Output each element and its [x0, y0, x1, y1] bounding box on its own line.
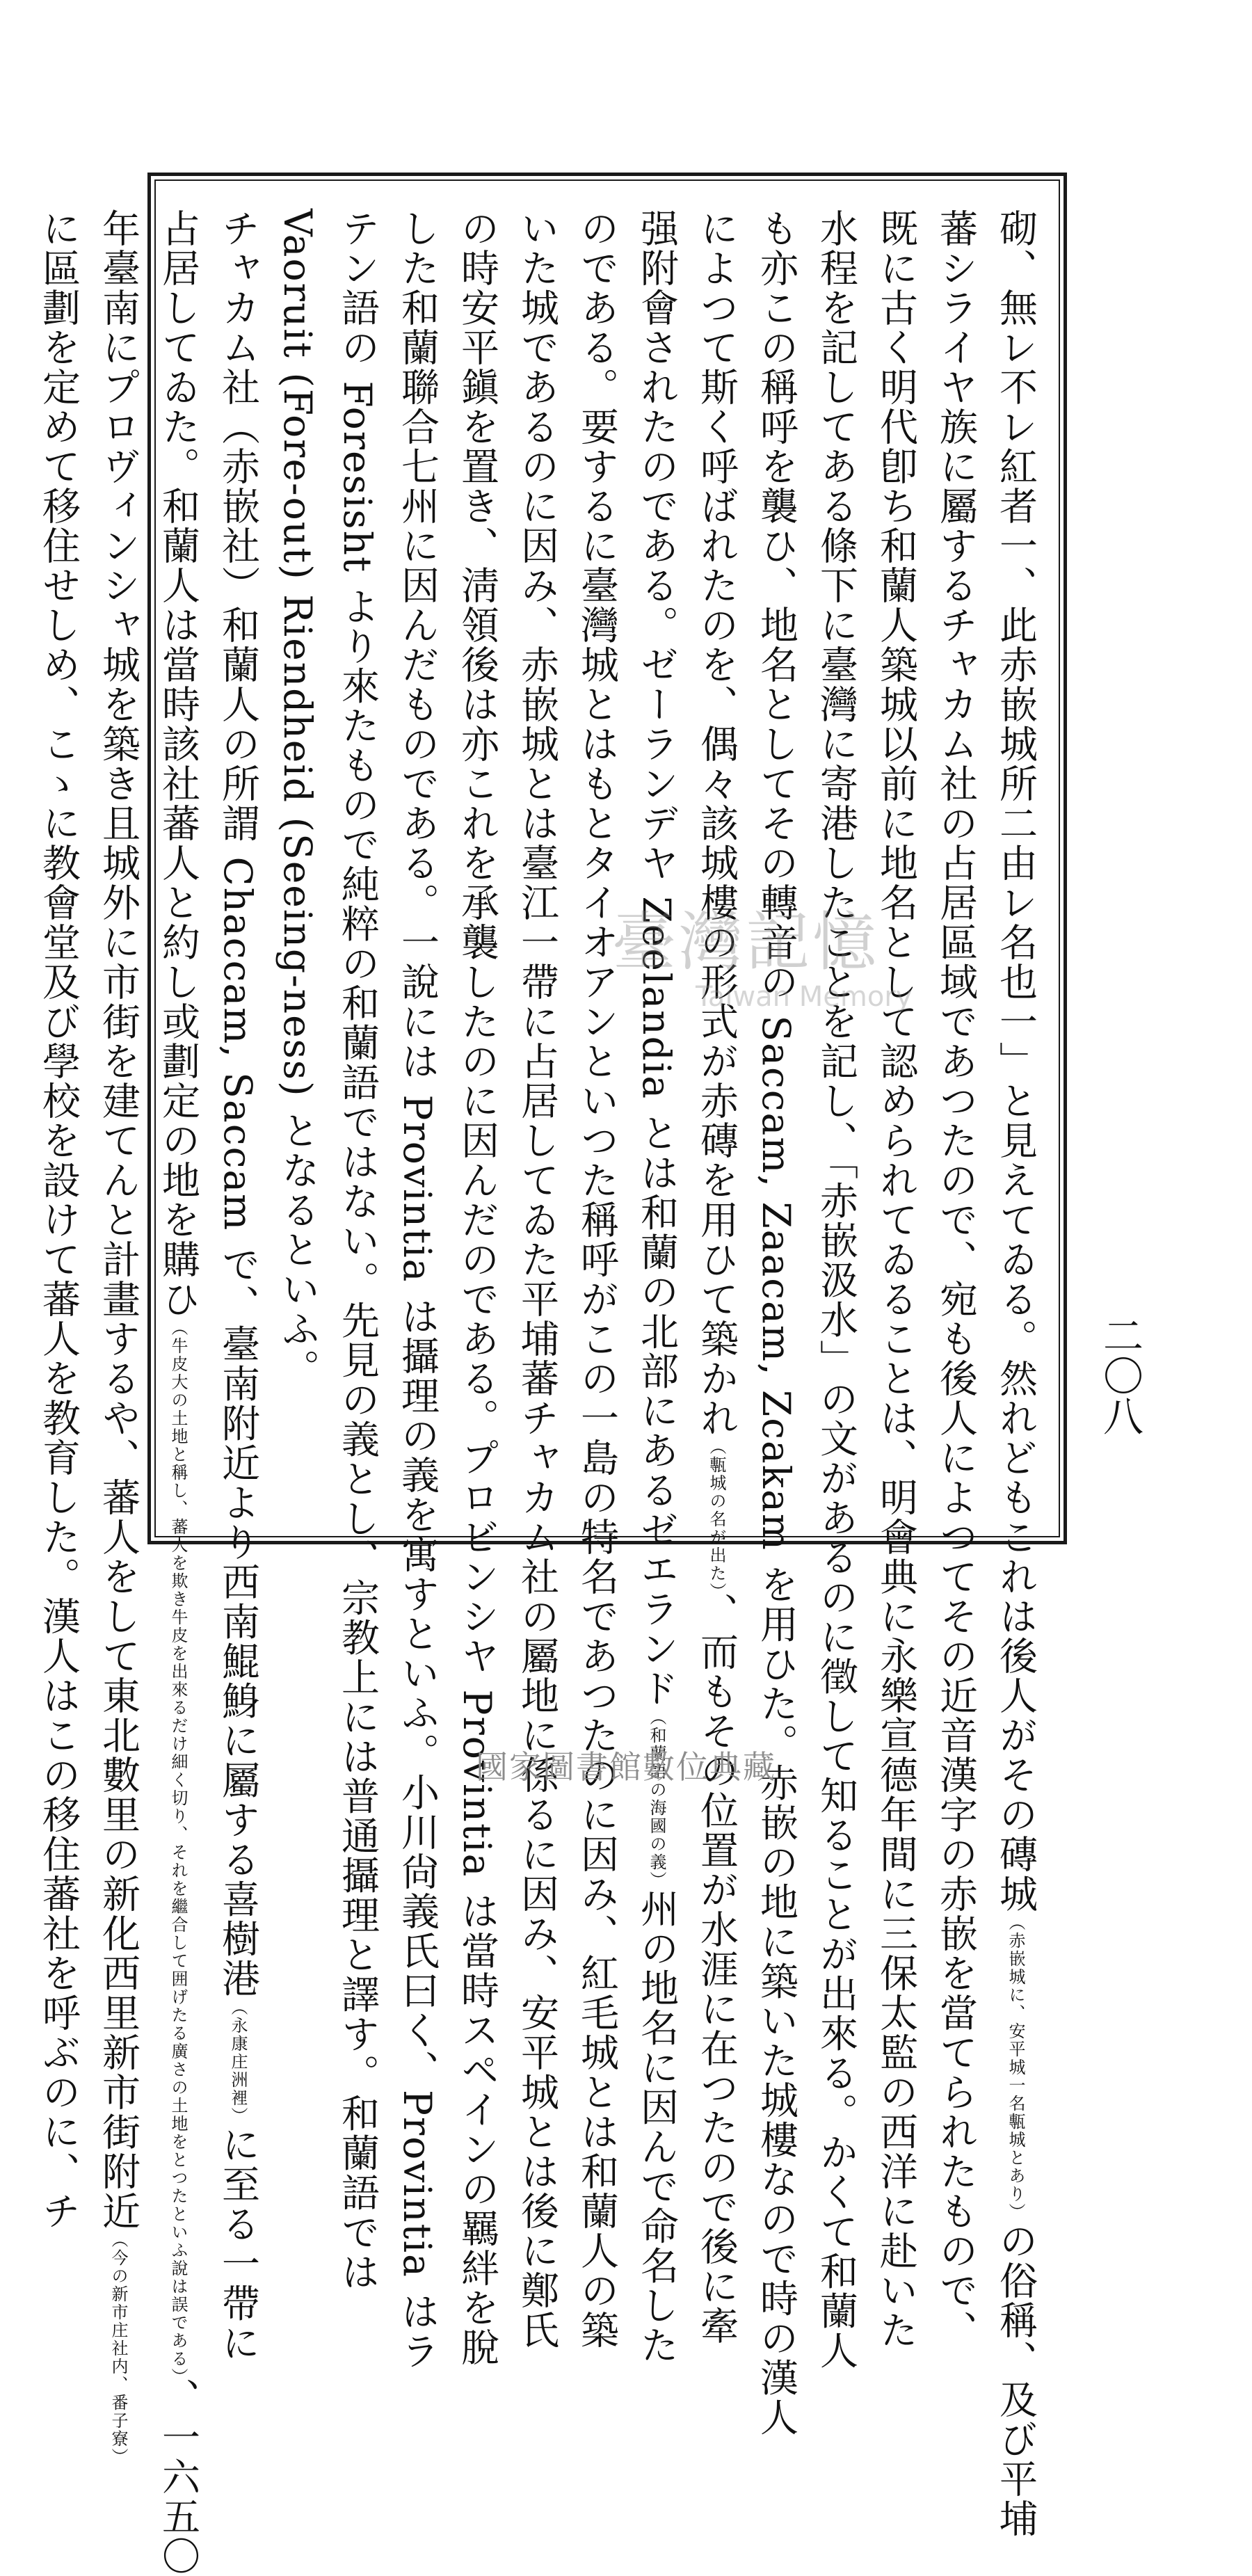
column-text: テン語の Foresisht より來たもので純粹の和蘭語ではない。先見の義とし、宗教上には普通攝理と譯す。和蘭語では: [335, 209, 380, 2292]
column-text-continued: 州の地名に因んで命名した: [634, 1889, 679, 2365]
text-column: [870, 209, 921, 2350]
text-column: [451, 209, 502, 2367]
column-text: も亦この稱呼を襲ひ、地名としてその轉音の Saccam, Zaacam, Zcakam を用ひた。赤嵌の地に築いた城樓なので時の漢人: [754, 209, 798, 2438]
column-text: いた城であるのに因み、赤嵌城とは臺江一帶に占居してゐた平埔蕃チャカム社の屬地に係るに因み、安平城とは後に鄭氏: [515, 209, 559, 2350]
text-column: [272, 209, 323, 1503]
column-text-continued: 、而もその位置が水涯に在つたので後に牽: [694, 1592, 739, 2346]
inline-note: （今の新市庄社内、番子寮）: [109, 2231, 128, 2466]
text-column: [751, 209, 801, 2438]
text-column: [691, 209, 741, 2346]
column-text: した和蘭聯合七州に因んだものである。一說には Provintia は攝理の義を寓すといふ。小川尙義氏曰く、Provintia はラ: [395, 209, 440, 2371]
text-column: [511, 209, 562, 2350]
column-text: によつて斯く呼ばれたのを、偶々該城樓の形式が赤磚を用ひて築かれ: [694, 209, 739, 1438]
column-text-continued: に至る一帶に: [216, 2125, 260, 2363]
column-text: 水程を記してある條下に臺灣に寄港したことを記し、「赤嵌汲水」の文があるのに徵して知ることが出來る。かくて和蘭人: [814, 209, 858, 2371]
text-column: [332, 209, 383, 2292]
column-text: 既に古く明代卽ち和蘭人築城以前に地名として認められてゐることは、明會典に永樂宣德年間に三保太監の西洋に赴いた: [874, 209, 918, 2350]
text-column: [930, 209, 981, 2350]
text-column: [93, 209, 143, 2466]
text-column: [33, 209, 83, 2231]
column-text: 砌、無レ不レ紅者一、此赤嵌城所二由レ名也一」と見えてゐる。然れどもこれは後人がその磚城: [993, 209, 1038, 1914]
text-column: [212, 209, 263, 2363]
text-column: [810, 209, 861, 2371]
text-column: [571, 209, 622, 2350]
watermark-subtitle: Taiwan Memory: [696, 981, 913, 1013]
column-text: に區劃を定めて移住せしめ、こゝに教會堂及び學校を設けて蕃人を教育した。漢人はこの移住蕃社を呼ぶのに、チ: [36, 209, 81, 2231]
watermark-text: 臺灣記憶: [612, 905, 880, 979]
library-footer: 國家圖書館數位典藏: [476, 1748, 776, 1786]
column-text-continued: の俗稱、及び平埔: [993, 2221, 1038, 2538]
column-text-continued: 、一六五〇: [156, 2378, 200, 2576]
column-text: 占居してゐた。和蘭人は當時該社蕃人と約し或劃定の地を購ひ: [156, 209, 200, 1319]
inline-note: （和蘭語の海國の義）: [647, 1708, 666, 1889]
text-column: [392, 209, 442, 2371]
page-number: 二〇八: [1096, 1315, 1143, 1436]
inline-note: （牛皮大の土地と稱し、蕃人を欺き牛皮を出來るだけ細く切り、それを繼合して囲げたる廣さの土地をとつたといふ說は誤である）: [168, 1319, 188, 2378]
column-text: 强附會されたのである。ゼーランデヤ Zeelandia とは和蘭の北部にあるゼエランド: [634, 209, 679, 1709]
column-text: チャカム社（赤嵌社）和蘭人の所謂 Chaccam, Saccam で、臺南附近より西南鯤鯓に屬する喜樹港: [216, 209, 260, 1999]
inline-note: （甎城の名が出た）: [707, 1438, 726, 1592]
text-column: [152, 209, 203, 2576]
text-column: [990, 209, 1041, 2538]
inline-note: （赤嵌城に、安平城一名甎城とあり）: [1006, 1914, 1025, 2221]
column-text: 蕃シライヤ族に屬するチャカム社の占居區域であつたので、宛も後人によつてその近音漢字の赤嵌を當てられたもので、: [933, 209, 978, 2350]
column-text: Vaoruit (Fore-out) Riendheid (Seeing-ness) となるといふ。: [275, 209, 320, 1389]
inline-note: （永康庄洲裡）: [228, 1998, 248, 2125]
column-text: のである。要するに臺灣城とはもとタイオアンといつた稱呼がこの一島の特名であつたのに因み、紅毛城とは和蘭人の築: [575, 209, 619, 2350]
column-text: 年臺南にプロヴィンシャ城を築き且城外に市街を建てんと計畫するや、蕃人をして東北數里の新化西里新市街附近: [96, 209, 141, 2231]
text-column: [631, 209, 682, 2365]
column-text: の時安平鎭を置き、淸領後は亦これを承襲したのに因んだのである。プロビンシヤ Provintia は當時スペインの羈絆を脫: [455, 209, 499, 2367]
